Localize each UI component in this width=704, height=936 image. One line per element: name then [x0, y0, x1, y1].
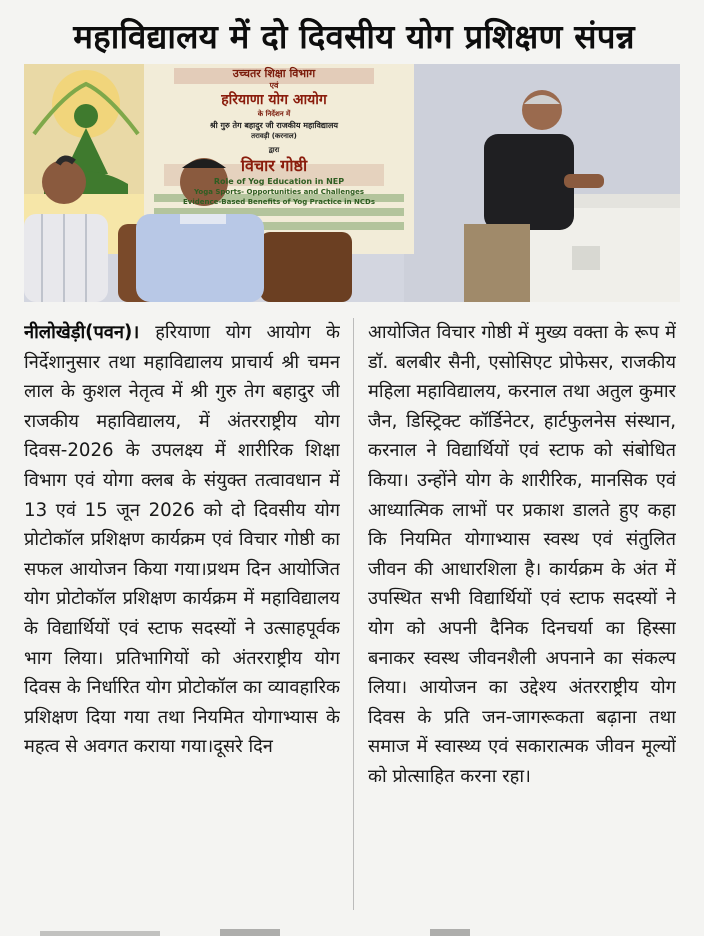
banner-topic-2: Yoga Sports- Opportunities and Challenges [193, 188, 365, 196]
banner-topic-1: Role of Yog Education in NEP [213, 177, 345, 186]
headline: महाविद्यालय में दो दिवसीय योग प्रशिक्षण संपन्न [73, 16, 635, 56]
column-divider [353, 318, 354, 910]
next-article-cutoff [0, 922, 704, 936]
article-column-right [368, 318, 676, 918]
banner-direction: के निर्देशन में [257, 110, 291, 118]
banner-commission: हरियाणा योग आयोग [221, 92, 327, 108]
banner-dept: उच्चतर शिक्षा विभाग [232, 67, 316, 80]
banner-seminar: विचार गोष्ठी [240, 156, 308, 175]
article-text-left: हरियाणा योग आयोग के निर्देशानुसार तथा महाविद्यालय प्राचार्य श्री चमन लाल के कुशल नेतृत्व में श्री गुरु तेग बहादुर जी राजकीय महाविद्यालय, में अंतरराष्ट्रीय योग दिवस-2026 के उपलक्ष्य में शारीरिक शिक्षा विभाग एवं योगा क्लब के संयुक्त तत्वावधान में 13 एवं 15 जून 2026 को दो दिवसीय योग प्रोटोकॉल प्रशिक्षण कार्यक्रम एवं विचार गोष्ठी का सफल आयोजन किया गया।प्रथम दिन आयोजित योग प्रोटोकॉल प्रशिक्षण कार्यक्रम में महाविद्यालय के विद्यार्थियों एवं स्टाफ सदस्यों ने उत्साहपूर्वक भाग लिया। प्रतिभागियों को अंतरराष्ट्रीय योग दिवस के निर्धारित योग प्रोटोकॉल का व्यावहारिक प्रशिक्षण दिया गया तथा नियमित योगाभ्यास के महत्व से अवगत कराया गया।दूसरे दिन [24, 322, 340, 758]
banner-by: द्वारा [268, 146, 280, 154]
banner-topic-3: Evidence-Based Benefits of Yog Practice in NCDs [183, 198, 375, 206]
dateline: नीलोखेड़ी(पवन)। [24, 322, 156, 343]
event-photo [24, 64, 680, 302]
cutoff-marks [0, 923, 704, 936]
banner-place: तरावड़ी (करनाल) [251, 132, 297, 140]
banner-and: एवं [269, 81, 279, 90]
banner-college: श्री गुरु तेग बहादुर जी राजकीय महाविद्यालय [209, 121, 339, 130]
article-text-right: आयोजित विचार गोष्ठी में मुख्य वक्ता के रूप में डॉ. बलबीर सैनी, एसोसिएट प्रोफेसर, राजकीय महिला महाविद्यालय, करनाल तथा अतुल कुमार जैन, डिस्ट्रिक्ट कॉर्डिनेटर, हार्टफुलनेस संस्थान, करनाल ने विद्यार्थियों एवं स्टाफ को संबोधित किया। उन्होंने योग के शारीरिक, मानसिक एवं आध्यात्मिक लाभों पर प्रकाश डालते हुए कहा कि नियमित योगाभ्यास स्वस्थ एवं संतुलित जीवन की आधारशिला है। कार्यक्रम के अंत में उपस्थित सभी विद्यार्थियों एवं स्टाफ सदस्यों ने योग को अपनी दैनिक दिनचर्या का हिस्सा बनाकर स्वस्थ जीवनशैली अपनाने का संकल्प लिया। आयोजन का उद्देश्य अंतरराष्ट्रीय योग दिवस के प्रति जन-जागरूकता बढ़ाना तथा समाज में स्वास्थ्य एवं सकारात्मक जीवन मूल्यों को प्रोत्साहित करना रहा। [368, 322, 676, 787]
article-column-left [24, 318, 340, 918]
